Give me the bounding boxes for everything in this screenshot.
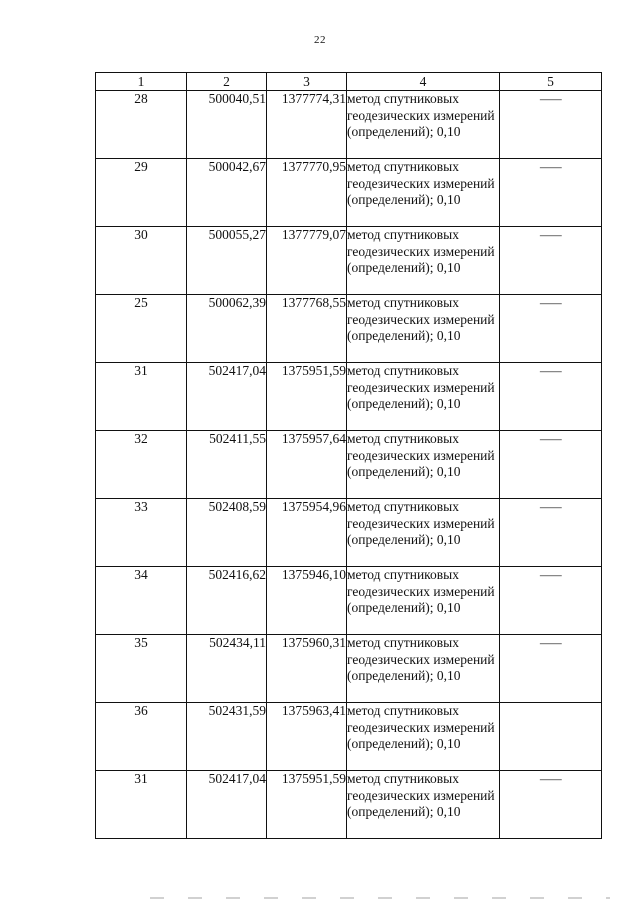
method-description: метод спутниковых геодезических измерений (определений); 0,10 — [347, 91, 500, 159]
table-row — [96, 91, 602, 159]
note-cell — [500, 227, 602, 295]
note-cell — [500, 295, 602, 363]
point-number: 35 — [96, 635, 187, 703]
page-number: 22 — [314, 34, 326, 46]
method-description: метод спутниковых геодезических измерений (определений); 0,10 — [347, 295, 500, 363]
point-number: 30 — [96, 227, 187, 295]
dash-mark: — — [539, 91, 562, 106]
header-cell-5: 5 — [500, 73, 602, 91]
header-row — [96, 73, 602, 91]
method-description: метод спутниковых геодезических измерений (определений); 0,10 — [347, 159, 500, 227]
point-number: 29 — [96, 159, 187, 227]
table-row — [96, 771, 602, 839]
point-number: 28 — [96, 91, 187, 159]
note-cell — [500, 91, 602, 159]
method-description: метод спутниковых геодезических измерений (определений); 0,10 — [347, 363, 500, 431]
coordinate-x: 500042,67 — [187, 159, 267, 227]
point-number: 31 — [96, 363, 187, 431]
coordinate-y: 1377774,31 — [267, 91, 347, 159]
dash-mark: — — [539, 363, 562, 378]
note-cell — [500, 567, 602, 635]
table-row — [96, 635, 602, 703]
coordinate-x: 500062,39 — [187, 295, 267, 363]
table-row — [96, 703, 602, 771]
coordinate-y: 1375954,96 — [267, 499, 347, 567]
method-description: метод спутниковых геодезических измерений (определений); 0,10 — [347, 567, 500, 635]
coordinate-y: 1377768,55 — [267, 295, 347, 363]
method-description: метод спутниковых геодезических измерений (определений); 0,10 — [347, 499, 500, 567]
table-row — [96, 431, 602, 499]
coordinate-y: 1377770,95 — [267, 159, 347, 227]
table-row — [96, 567, 602, 635]
point-number: 32 — [96, 431, 187, 499]
point-number: 31 — [96, 771, 187, 839]
coordinate-y: 1375946,10 — [267, 567, 347, 635]
dash-mark: — — [539, 431, 562, 446]
table-row — [96, 499, 602, 567]
coordinate-x: 502416,62 — [187, 567, 267, 635]
method-description: метод спутниковых геодезических измерений (определений); 0,10 — [347, 703, 500, 771]
dash-mark: — — [539, 567, 562, 582]
point-number: 33 — [96, 499, 187, 567]
point-number: 25 — [96, 295, 187, 363]
note-cell — [500, 703, 602, 771]
dash-mark: — — [539, 295, 562, 310]
note-cell — [500, 771, 602, 839]
table-header — [96, 73, 602, 91]
note-cell — [500, 499, 602, 567]
dash-mark: — — [539, 499, 562, 514]
coordinate-x: 502431,59 — [187, 703, 267, 771]
method-description: метод спутниковых геодезических измерений (определений); 0,10 — [347, 431, 500, 499]
point-number: 36 — [96, 703, 187, 771]
coordinate-x: 502417,04 — [187, 771, 267, 839]
dash-mark: — — [539, 159, 562, 174]
dash-mark: — — [539, 771, 562, 786]
coordinate-x: 502417,04 — [187, 363, 267, 431]
table-body — [96, 91, 602, 839]
header-cell-3: 3 — [267, 73, 347, 91]
coordinate-y: 1375957,64 — [267, 431, 347, 499]
coordinate-x: 500040,51 — [187, 91, 267, 159]
dash-mark: — — [539, 635, 562, 650]
dash-mark: — — [539, 227, 562, 242]
note-cell — [500, 431, 602, 499]
method-description: метод спутниковых геодезических измерений (определений); 0,10 — [347, 771, 500, 839]
note-cell — [500, 635, 602, 703]
table-row — [96, 227, 602, 295]
coordinate-x: 502434,11 — [187, 635, 267, 703]
table-row — [96, 159, 602, 227]
table-row — [96, 295, 602, 363]
header-cell-4: 4 — [347, 73, 500, 91]
coordinate-y: 1375960,31 — [267, 635, 347, 703]
note-cell — [500, 363, 602, 431]
coordinate-y: 1377779,07 — [267, 227, 347, 295]
table-row — [96, 363, 602, 431]
coordinate-y: 1375951,59 — [267, 771, 347, 839]
coordinate-y: 1375963,41 — [267, 703, 347, 771]
coordinate-x: 502408,59 — [187, 499, 267, 567]
coordinate-y: 1375951,59 — [267, 363, 347, 431]
coordinates-table — [95, 72, 602, 839]
method-description: метод спутниковых геодезических измерений (определений); 0,10 — [347, 227, 500, 295]
note-cell — [500, 159, 602, 227]
coordinate-x: 502411,55 — [187, 431, 267, 499]
header-cell-1: 1 — [96, 73, 187, 91]
point-number: 34 — [96, 567, 187, 635]
header-cell-2: 2 — [187, 73, 267, 91]
scan-artifact — [150, 897, 610, 899]
method-description: метод спутниковых геодезических измерений (определений); 0,10 — [347, 635, 500, 703]
coordinate-x: 500055,27 — [187, 227, 267, 295]
